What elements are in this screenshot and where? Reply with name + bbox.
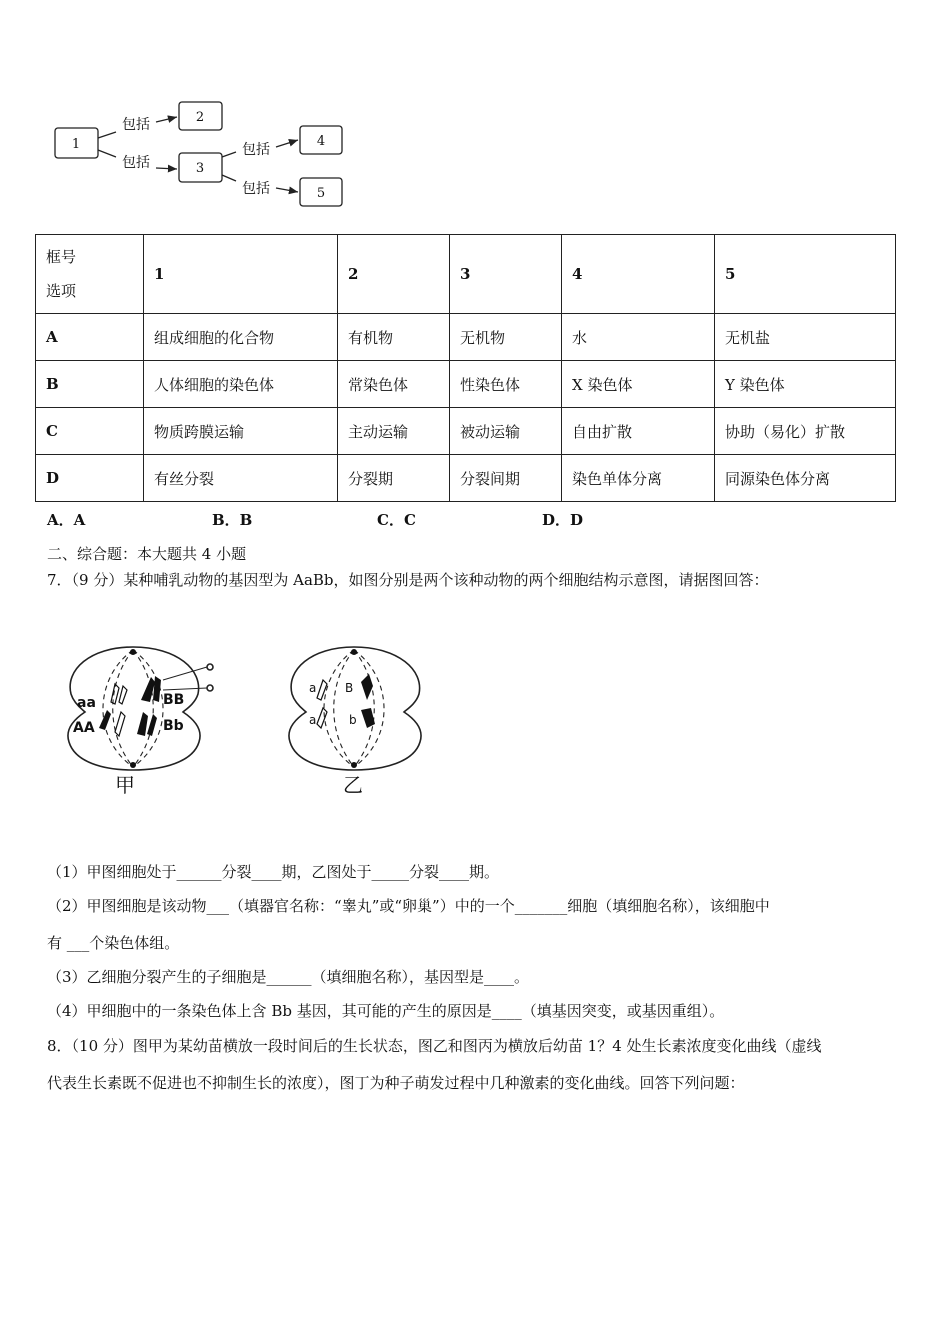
chromosome bbox=[361, 708, 375, 728]
diagram-edge-label: 包括 bbox=[122, 155, 150, 171]
table-header-row bbox=[36, 235, 896, 314]
diagram-node-2: 2 bbox=[195, 110, 205, 125]
cell-caption-yi: 乙 bbox=[343, 773, 363, 797]
gene-label: a bbox=[309, 681, 317, 695]
table-cell: 协助（易化）扩散 bbox=[715, 408, 896, 455]
row-label: C bbox=[36, 408, 144, 455]
question-7-part-2-line-1: （2）甲图细胞是该动物___（填器官名称：“睾丸”或“卵巢”）中的一个_______细胞（填细胞名称），该细胞中 bbox=[47, 897, 770, 915]
table-cell: 物质跨膜运输 bbox=[144, 408, 338, 455]
question-7-part-4: （4）甲细胞中的一条染色体上含 Bb 基因，其可能的产生的原因是____（填基因突变，或基因重组）。 bbox=[47, 1002, 725, 1020]
table-cell: 被动运输 bbox=[450, 408, 562, 455]
table-row bbox=[36, 455, 896, 502]
gene-label: aa bbox=[77, 695, 96, 711]
table-cell: 常染色体 bbox=[338, 361, 450, 408]
concept-diagram bbox=[50, 95, 350, 213]
chromosome bbox=[137, 712, 157, 736]
cell-figure bbox=[55, 632, 435, 807]
column-header: 5 bbox=[715, 235, 896, 314]
chromosome bbox=[141, 676, 161, 702]
centriole bbox=[351, 649, 357, 655]
table-cell: 同源染色体分离 bbox=[715, 455, 896, 502]
diagram-node-1: 1 bbox=[71, 137, 81, 152]
gene-label: B bbox=[345, 681, 354, 695]
question-8-line-1: 8．（10 分）图甲为某幼苗横放一段时间后的生长状态，图乙和图丙为横放后幼苗 1？4 处生长素浓度变化曲线（虚线 bbox=[47, 1037, 822, 1055]
row-label: A bbox=[36, 314, 144, 361]
cell-membrane-yi bbox=[289, 647, 421, 770]
table-corner-cell bbox=[36, 235, 144, 314]
table-row bbox=[36, 314, 896, 361]
choice-a[interactable]: A．A bbox=[47, 511, 86, 529]
table-row bbox=[36, 361, 896, 408]
diagram-node-4: 4 bbox=[316, 134, 326, 149]
diagram-node-5: 5 bbox=[316, 186, 326, 201]
table-cell: 无机盐 bbox=[715, 314, 896, 361]
diagram-edge-label: 包括 bbox=[242, 181, 270, 197]
table-cell: 无机物 bbox=[450, 314, 562, 361]
diagram-edge-label: 包括 bbox=[122, 117, 150, 133]
question-7-part-3: （3）乙细胞分裂产生的子细胞是______（填细胞名称），基因型是____。 bbox=[47, 968, 530, 986]
table-cell: Y 染色体 bbox=[715, 361, 896, 408]
question-7-part-2-line-2: 有 ___个染色体组。 bbox=[47, 934, 180, 952]
cell-caption-jia: 甲 bbox=[115, 773, 135, 797]
question-8-line-2: 代表生长素既不促进也不抑制生长的浓度），图丁为种子萌发过程中几种激素的变化曲线。回答下列问题： bbox=[47, 1074, 745, 1092]
spindle-yi bbox=[324, 650, 384, 767]
table-cell: 分裂间期 bbox=[450, 455, 562, 502]
diagram-edge-label: 包括 bbox=[242, 142, 270, 158]
centriole bbox=[351, 762, 357, 768]
table-cell: 染色单体分离 bbox=[562, 455, 715, 502]
table-cell: 主动运输 bbox=[338, 408, 450, 455]
corner-bottom-label: 选项 bbox=[46, 282, 77, 300]
table-cell: 水 bbox=[562, 314, 715, 361]
chromosome-outline bbox=[115, 712, 125, 736]
question-7-intro: 7．（9 分）某种哺乳动物的基因型为 AaBb，如图分别是两个该种动物的两个细胞结构示意图，请据图回答： bbox=[47, 571, 769, 589]
chromosome bbox=[99, 710, 111, 730]
section-title: 二、综合题：本大题共 4 小题 bbox=[47, 545, 247, 563]
gene-label: BB bbox=[163, 692, 185, 708]
row-label: B bbox=[36, 361, 144, 408]
choice-b[interactable]: B．B bbox=[212, 511, 253, 529]
pointer-marker bbox=[207, 664, 213, 670]
options-table bbox=[35, 234, 896, 502]
chromosome bbox=[361, 674, 373, 700]
corner-top-label: 框号 bbox=[46, 248, 77, 266]
table-cell: 分裂期 bbox=[338, 455, 450, 502]
column-header: 2 bbox=[338, 235, 450, 314]
table-cell: 性染色体 bbox=[450, 361, 562, 408]
pointer-lines bbox=[163, 667, 207, 690]
gene-label: AA bbox=[73, 720, 95, 736]
table-cell: 自由扩散 bbox=[562, 408, 715, 455]
column-header: 3 bbox=[450, 235, 562, 314]
choice-c[interactable]: C．C bbox=[377, 511, 416, 529]
gene-label: b bbox=[349, 713, 357, 727]
table-cell: 人体细胞的染色体 bbox=[144, 361, 338, 408]
gene-label: a bbox=[309, 713, 317, 727]
gene-label: Bb bbox=[163, 718, 184, 734]
table-row bbox=[36, 408, 896, 455]
table-cell: 有丝分裂 bbox=[144, 455, 338, 502]
pointer-marker bbox=[207, 685, 213, 691]
table-cell: 有机物 bbox=[338, 314, 450, 361]
table-cell: 组成细胞的化合物 bbox=[144, 314, 338, 361]
centriole bbox=[130, 762, 136, 768]
column-header: 1 bbox=[144, 235, 338, 314]
centriole bbox=[130, 649, 136, 655]
table-cell: X 染色体 bbox=[562, 361, 715, 408]
choice-d[interactable]: D．D bbox=[542, 511, 584, 529]
question-7-part-1: （1）甲图细胞处于______分裂____期，乙图处于_____分裂____期。 bbox=[47, 863, 500, 881]
spindle-jia bbox=[103, 650, 163, 767]
column-header: 4 bbox=[562, 235, 715, 314]
diagram-node-3: 3 bbox=[195, 161, 205, 176]
row-label: D bbox=[36, 455, 144, 502]
